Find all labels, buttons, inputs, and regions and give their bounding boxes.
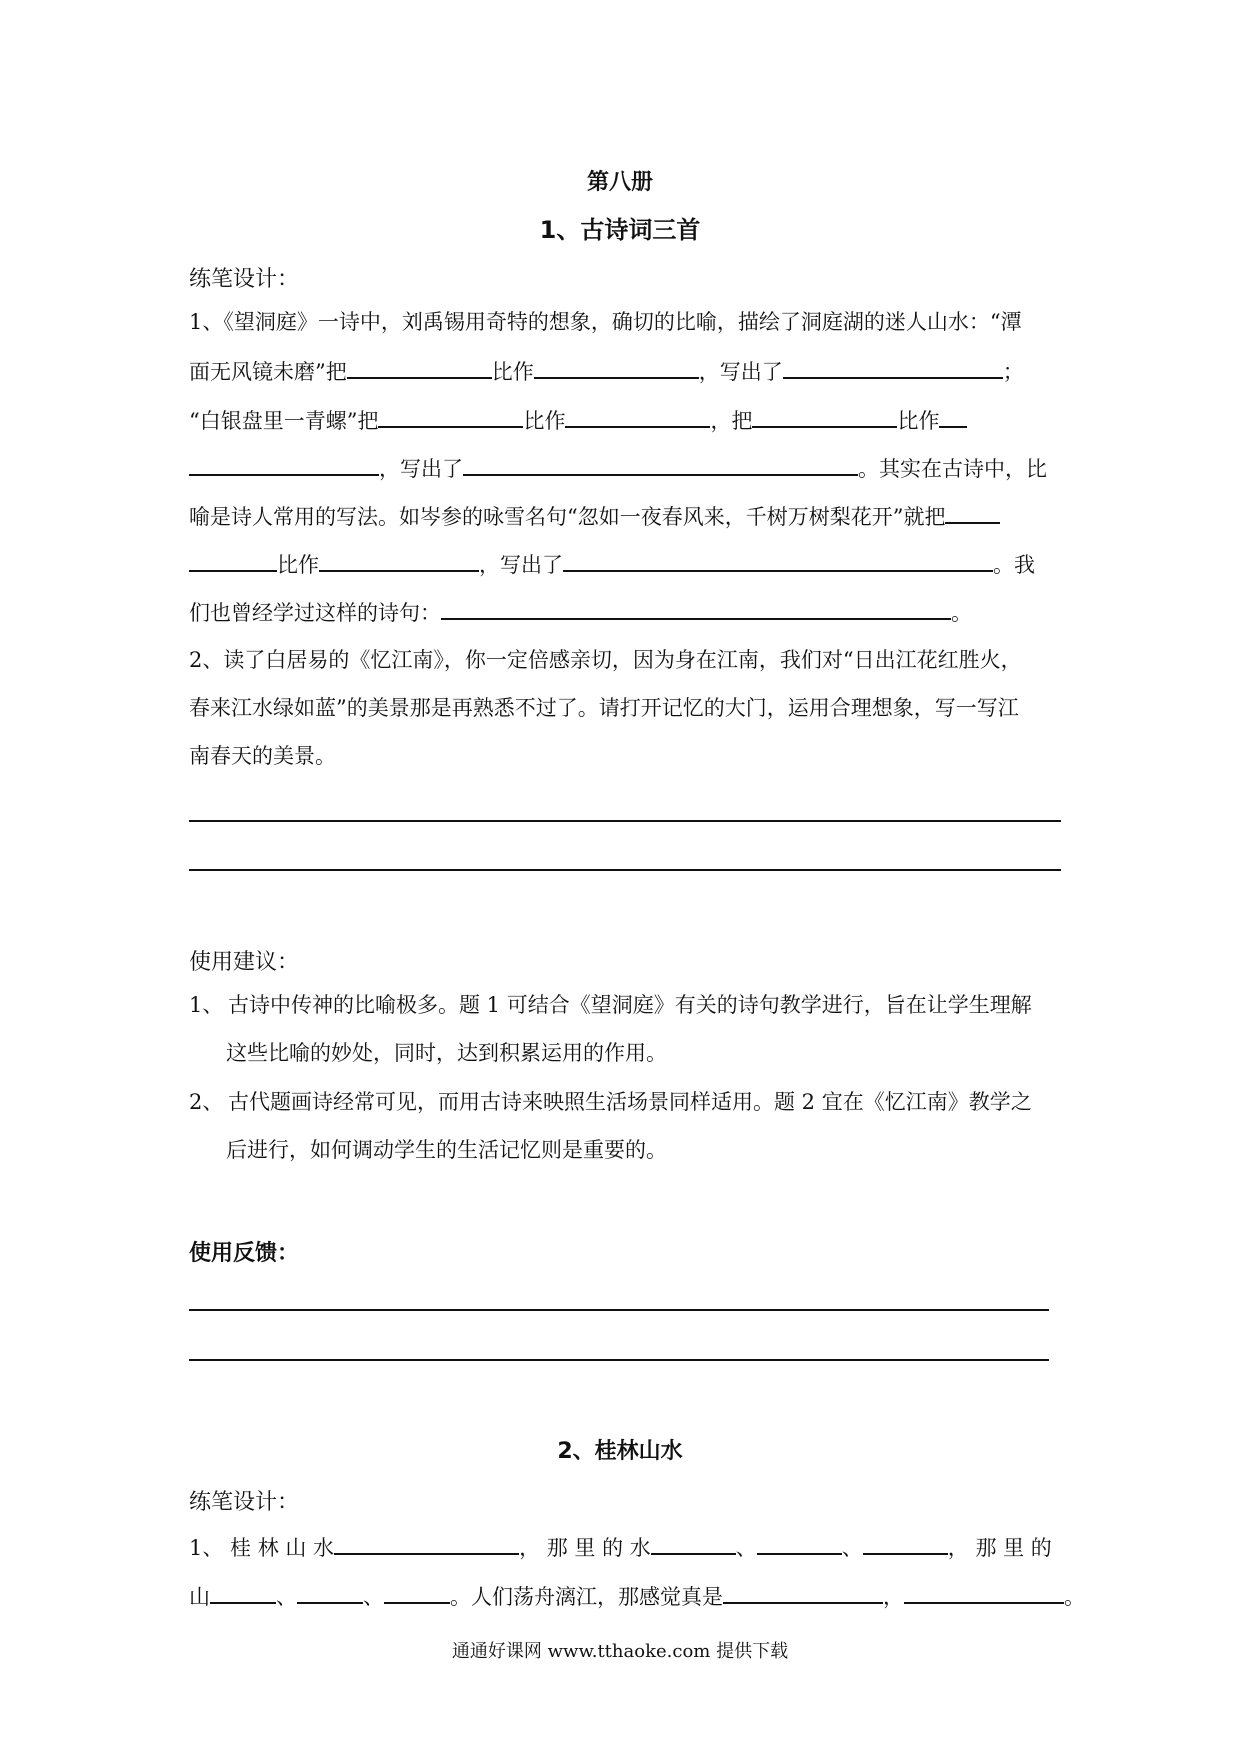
l2q1-text: ， 那 里 的 水 xyxy=(519,1536,651,1560)
advice-1-line-1: 古诗中传神的比喻极多。题 1 可结合《望洞庭》有关的诗句教学进行，旨在让学生理解 xyxy=(228,993,1032,1017)
q1-text: 。我 xyxy=(993,553,1035,577)
advice-1-number: 1、 xyxy=(189,993,224,1017)
l2q1-line-2 xyxy=(189,1580,1085,1612)
feedback-heading: 使用反馈： xyxy=(189,1241,300,1266)
q1-text: 1、《望洞庭》一诗中，刘禹锡用奇特的想象，确切的比喻，描绘了洞庭湖的迷人山水：“潭 xyxy=(189,310,1022,334)
fill-blank[interactable] xyxy=(563,548,993,572)
fill-blank[interactable] xyxy=(384,1580,450,1604)
q1-text: 比作 xyxy=(491,360,534,384)
l2q1-text: 、 xyxy=(841,1536,863,1560)
fill-blank[interactable] xyxy=(189,452,379,476)
q1-line-5 xyxy=(189,500,1061,532)
q1-line-1 xyxy=(189,307,1061,337)
l2q1-text: 、 xyxy=(363,1585,384,1609)
q1-text: ，写出了 xyxy=(479,553,563,577)
fill-blank[interactable] xyxy=(863,1531,948,1555)
l2q1-text: ， xyxy=(883,1585,904,1609)
fill-blank[interactable] xyxy=(319,548,479,572)
q1-text: “白银盘里一青螺”把 xyxy=(189,409,379,433)
fill-blank[interactable] xyxy=(752,404,897,428)
l2q1-text: 山 xyxy=(189,1585,210,1609)
q1-text: ，把 xyxy=(710,409,753,433)
lesson1-title: 1、古诗词三首 xyxy=(539,216,701,244)
q2-line-1: 2、读了白居易的《忆江南》，你一定倍感亲切，因为身在江南，我们对“日出江花红胜火， xyxy=(189,648,1022,672)
q2-line-2: 春来江水绿如蓝”的美景那是再熟悉不过了。请打开记忆的大门，运用合理想象，写一写江 xyxy=(189,696,1019,720)
q1-line-2 xyxy=(189,355,1061,387)
lesson1-design-heading: 练笔设计： xyxy=(189,267,300,292)
q1-text: 喻是诗人常用的写法。如岑参的咏雪名句“忽如一夜春风来，千树万树梨花开”就把 xyxy=(189,505,946,529)
feedback-line[interactable] xyxy=(189,1359,1049,1361)
fill-blank[interactable] xyxy=(723,1580,883,1604)
q1-text: 。其实在古诗中，比 xyxy=(858,457,1047,481)
fill-blank[interactable] xyxy=(757,1531,842,1555)
l2q1-text: 、 xyxy=(276,1585,297,1609)
feedback-line[interactable] xyxy=(189,1309,1049,1311)
page-footer: 通通好课网 www.tthaoke.com 提供下载 xyxy=(451,1641,789,1662)
q1-text: 比作 xyxy=(277,553,319,577)
answer-line[interactable] xyxy=(189,869,1061,871)
fill-blank[interactable] xyxy=(904,1580,1064,1604)
q1-line-6 xyxy=(189,548,1061,580)
advice-heading: 使用建议： xyxy=(189,950,300,975)
q1-text: 面无风镜未磨”把 xyxy=(189,360,347,384)
fill-blank[interactable] xyxy=(334,1531,519,1555)
l2q1-text: 、 xyxy=(735,1536,757,1560)
q1-text: ，写出了 xyxy=(698,360,783,384)
fill-blank[interactable] xyxy=(651,1531,736,1555)
fill-blank[interactable] xyxy=(534,355,699,379)
q1-text: ； xyxy=(1002,360,1024,384)
q1-text: 比作 xyxy=(897,409,940,433)
fill-blank[interactable] xyxy=(783,355,1003,379)
fill-blank[interactable] xyxy=(189,548,277,572)
l2q1-line-1 xyxy=(189,1531,1061,1563)
fill-blank[interactable] xyxy=(945,500,1000,524)
fill-blank[interactable] xyxy=(378,404,523,428)
q2-line-3: 南春天的美景。 xyxy=(189,744,336,768)
advice-1-line-2: 这些比喻的妙处，同时，达到积累运用的作用。 xyxy=(226,1041,667,1065)
advice-2-number: 2、 xyxy=(189,1090,224,1114)
advice-2-line-2: 后进行，如何调动学生的生活记忆则是重要的。 xyxy=(226,1138,667,1162)
fill-blank[interactable] xyxy=(463,452,858,476)
fill-blank[interactable] xyxy=(347,355,492,379)
q1-text: 。 xyxy=(951,601,972,625)
fill-blank[interactable] xyxy=(210,1580,276,1604)
l2q1-text: 。 xyxy=(1064,1585,1085,1609)
q1-line-4 xyxy=(189,452,1061,484)
q1-text: 们也曾经学过这样的诗句： xyxy=(189,601,441,625)
lesson2-title: 2、桂林山水 xyxy=(557,1439,683,1464)
l2q1-text: 。人们荡舟漓江，那感觉真是 xyxy=(450,1585,723,1609)
q1-text: ，写出了 xyxy=(379,457,463,481)
answer-line[interactable] xyxy=(189,820,1061,822)
l2q1-text: 1、 桂 林 山 水 xyxy=(189,1536,335,1560)
q1-line-3 xyxy=(189,404,1061,436)
fill-blank[interactable] xyxy=(297,1580,363,1604)
l2q1-text: ， 那 里 的 xyxy=(947,1536,1052,1560)
q1-text: 比作 xyxy=(523,409,566,433)
lesson2-design-heading: 练笔设计： xyxy=(189,1490,300,1515)
fill-blank[interactable] xyxy=(441,596,951,620)
fill-blank[interactable] xyxy=(565,404,710,428)
q1-line-7 xyxy=(189,596,1061,628)
fill-blank[interactable] xyxy=(939,404,967,428)
volume-title: 第八册 xyxy=(586,170,653,195)
advice-2-line-1: 古代题画诗经常可见，而用古诗来映照生活场景同样适用。题 2 宜在《忆江南》教学之 xyxy=(228,1090,1032,1114)
